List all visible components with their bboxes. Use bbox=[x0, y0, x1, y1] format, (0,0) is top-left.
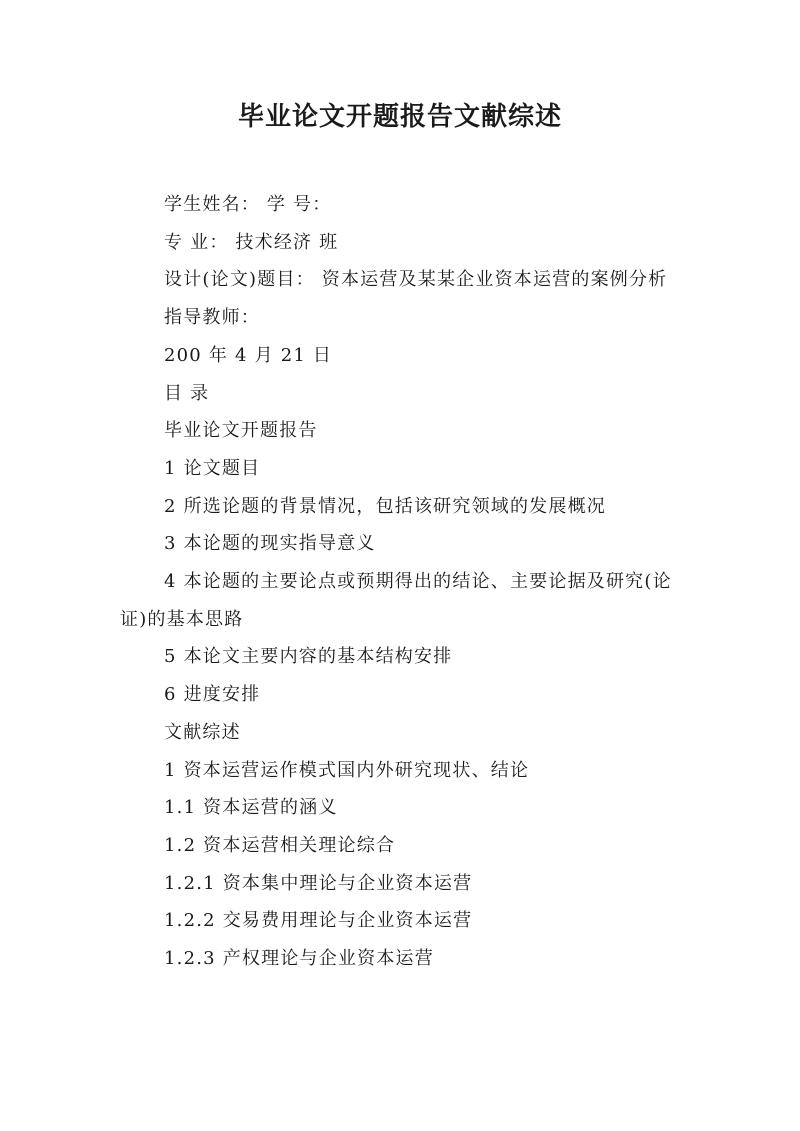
toc-item: 4 本论题的主要论点或预期得出的结论、主要论据及研究(论证)的基本思路 bbox=[120, 571, 672, 630]
toc-item: 6 进度安排 bbox=[164, 684, 261, 706]
thesis-title-line: 设计(论文)题目： 资本运营及某某企业资本运营的案例分析 bbox=[164, 269, 668, 291]
student-info-line: 学生姓名： 学 号： bbox=[164, 194, 332, 215]
toc-item: 1 资本运营运作模式国内外研究现状、结论 bbox=[164, 759, 530, 781]
advisor-line: 指导教师： bbox=[164, 307, 260, 329]
toc-item: 文献综述 bbox=[164, 721, 241, 743]
toc-heading: 目 录 bbox=[164, 382, 210, 404]
toc-item: 1.2 资本运营相关理论综合 bbox=[164, 834, 396, 856]
toc-item: 1.2.2 交易费用理论与企业资本运营 bbox=[164, 910, 473, 932]
toc-item: 2 所选论题的背景情况，包括该研究领域的发展概况 bbox=[164, 495, 606, 517]
toc-item: 1 论文题目 bbox=[164, 457, 261, 479]
toc-item: 1.2.1 资本集中理论与企业资本运营 bbox=[164, 872, 473, 894]
toc-item: 1.2.3 产权理论与企业资本运营 bbox=[164, 948, 434, 970]
toc-item: 5 本论文主要内容的基本结构安排 bbox=[164, 646, 453, 668]
toc-item: 毕业论文开题报告 bbox=[164, 420, 318, 442]
major-line: 专 业： 技术经济 班 bbox=[164, 231, 339, 253]
date-line: 200 年 4 月 21 日 bbox=[164, 344, 333, 366]
document-body bbox=[120, 186, 685, 978]
toc-item: 1.1 资本运营的涵义 bbox=[164, 797, 338, 819]
document-title: 毕业论文开题报告文献综述 bbox=[237, 102, 562, 132]
toc-item: 3 本论题的现实指导意义 bbox=[164, 533, 376, 555]
